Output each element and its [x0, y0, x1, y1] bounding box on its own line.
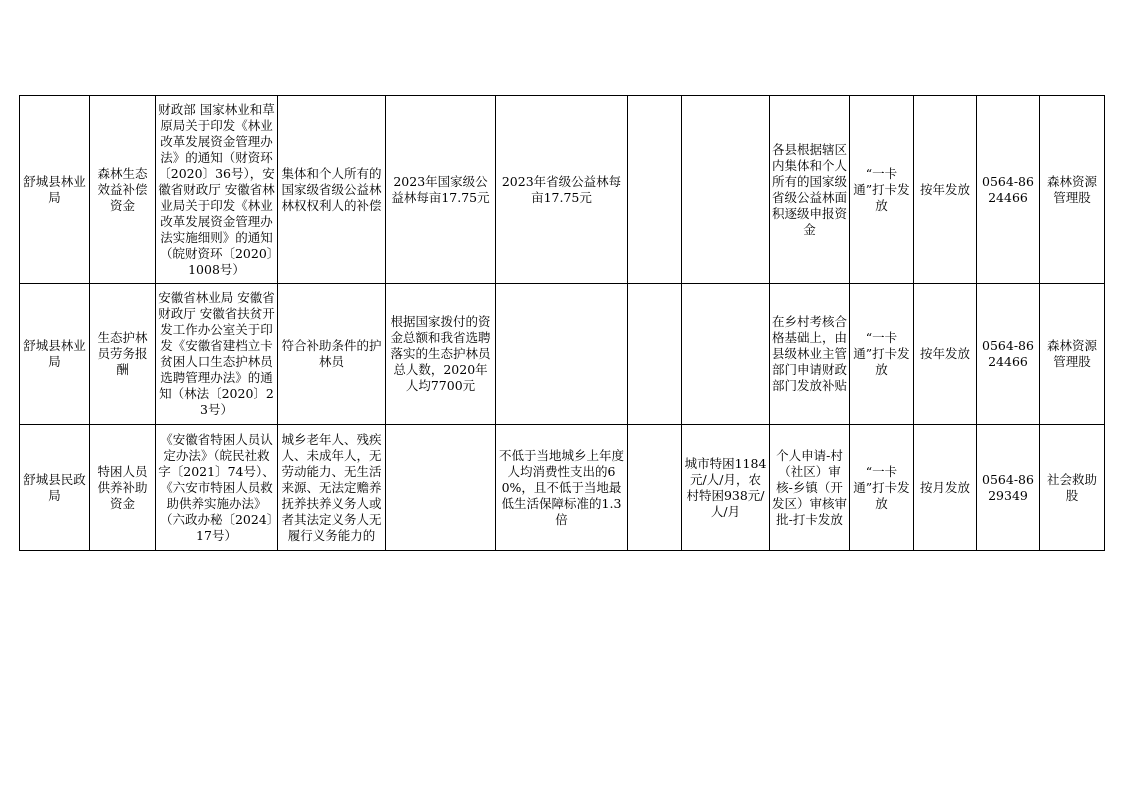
time-cell: 按年发放 [914, 284, 977, 425]
project-cell: 森林生态效益补偿资金 [90, 96, 156, 284]
phone-cell: 0564-8624466 [977, 96, 1040, 284]
city-standard-cell [628, 96, 682, 284]
provincial-standard-cell: 不低于当地城乡上年度人均消费性支出的60%，且不低于当地最低生活保障标准的1.3倍 [496, 425, 628, 551]
unit-cell: 森林资源管理股 [1040, 284, 1105, 425]
national-standard-cell: 2023年国家级公益林每亩17.75元 [386, 96, 496, 284]
target-cell: 集体和个人所有的国家级省级公益林林权权利人的补偿 [278, 96, 386, 284]
county-standard-cell [682, 284, 770, 425]
policy-cell [156, 284, 278, 425]
target-text: 城乡老年人、残疾人、未成年人，无劳动能力、无生活来源、无法定赡养抚养扶养义务人或者其法定义务人无履行义务能力的 [281, 431, 382, 543]
procedure-cell: 在乡村考核合格基础上，由县级林业主管部门申请财政部门发放补贴 [770, 284, 850, 425]
method-cell: “一卡通”打卡发放 [850, 284, 914, 425]
policy-cell [156, 96, 278, 284]
project-cell: 特困人员供养补助资金 [90, 425, 156, 551]
provincial-standard-cell [496, 284, 628, 425]
procedure-cell: 各县根据辖区内集体和个人所有的国家级省级公益林面积逐级申报资金 [770, 96, 850, 284]
policy-text: 安徽省林业局 安徽省财政厅 安徽省扶贫开发工作办公室关于印发《安徽省建档立卡贫困人口生态护林员选聘管理办法》的通知（林法〔2020〕23号） [158, 290, 275, 417]
dept-cell: 舒城县林业局 [20, 96, 90, 284]
policy-cell [156, 425, 278, 551]
national-standard-cell [386, 425, 496, 551]
table-row [20, 96, 1105, 284]
method-cell: “一卡通”打卡发放 [850, 96, 914, 284]
provincial-standard-cell: 2023年省级公益林每亩17.75元 [496, 96, 628, 284]
dept-cell: 舒城县民政局 [20, 425, 90, 551]
unit-cell: 社会救助股 [1040, 425, 1105, 551]
table-row [20, 425, 1105, 551]
city-standard-cell [628, 425, 682, 551]
city-standard-cell [628, 284, 682, 425]
target-cell: 符合补助条件的护林员 [278, 284, 386, 425]
national-standard-cell: 根据国家拨付的资金总额和我省选聘落实的生态护林员总人数，2020年人均7700元 [386, 284, 496, 425]
phone-cell: 0564-8624466 [977, 284, 1040, 425]
project-cell: 生态护林员劳务报酬 [90, 284, 156, 425]
county-standard-cell: 城市特困1184元/人/月，农村特困938元/人/月 [682, 425, 770, 551]
target-cell [278, 425, 386, 551]
policy-text: 《安徽省特困人员认定办法》（皖民社救字〔2021〕74号）、《六安市特困人员救助供养实施办法》（六政办秘〔2024〕17号） [158, 431, 275, 543]
subsidy-table [19, 95, 1105, 551]
time-cell: 按年发放 [914, 96, 977, 284]
dept-cell: 舒城县林业局 [20, 284, 90, 425]
time-cell: 按月发放 [914, 425, 977, 551]
county-standard-cell [682, 96, 770, 284]
procedure-cell: 个人申请-村（社区）审核-乡镇（开发区）审核审批-打卡发放 [770, 425, 850, 551]
method-cell: “一卡通”打卡发放 [850, 425, 914, 551]
phone-cell: 0564-8629349 [977, 425, 1040, 551]
policy-text: 财政部 国家林业和草原局关于印发《林业改革发展资金管理办法》的通知（财资环〔2020〕36号），安徽省财政厅 安徽省林业局关于印发《林业改革发展资金管理办法实施细则》的通知（皖财资环〔2020〕1008号） [158, 101, 275, 277]
table-row [20, 284, 1105, 425]
unit-cell: 森林资源管理股 [1040, 96, 1105, 284]
